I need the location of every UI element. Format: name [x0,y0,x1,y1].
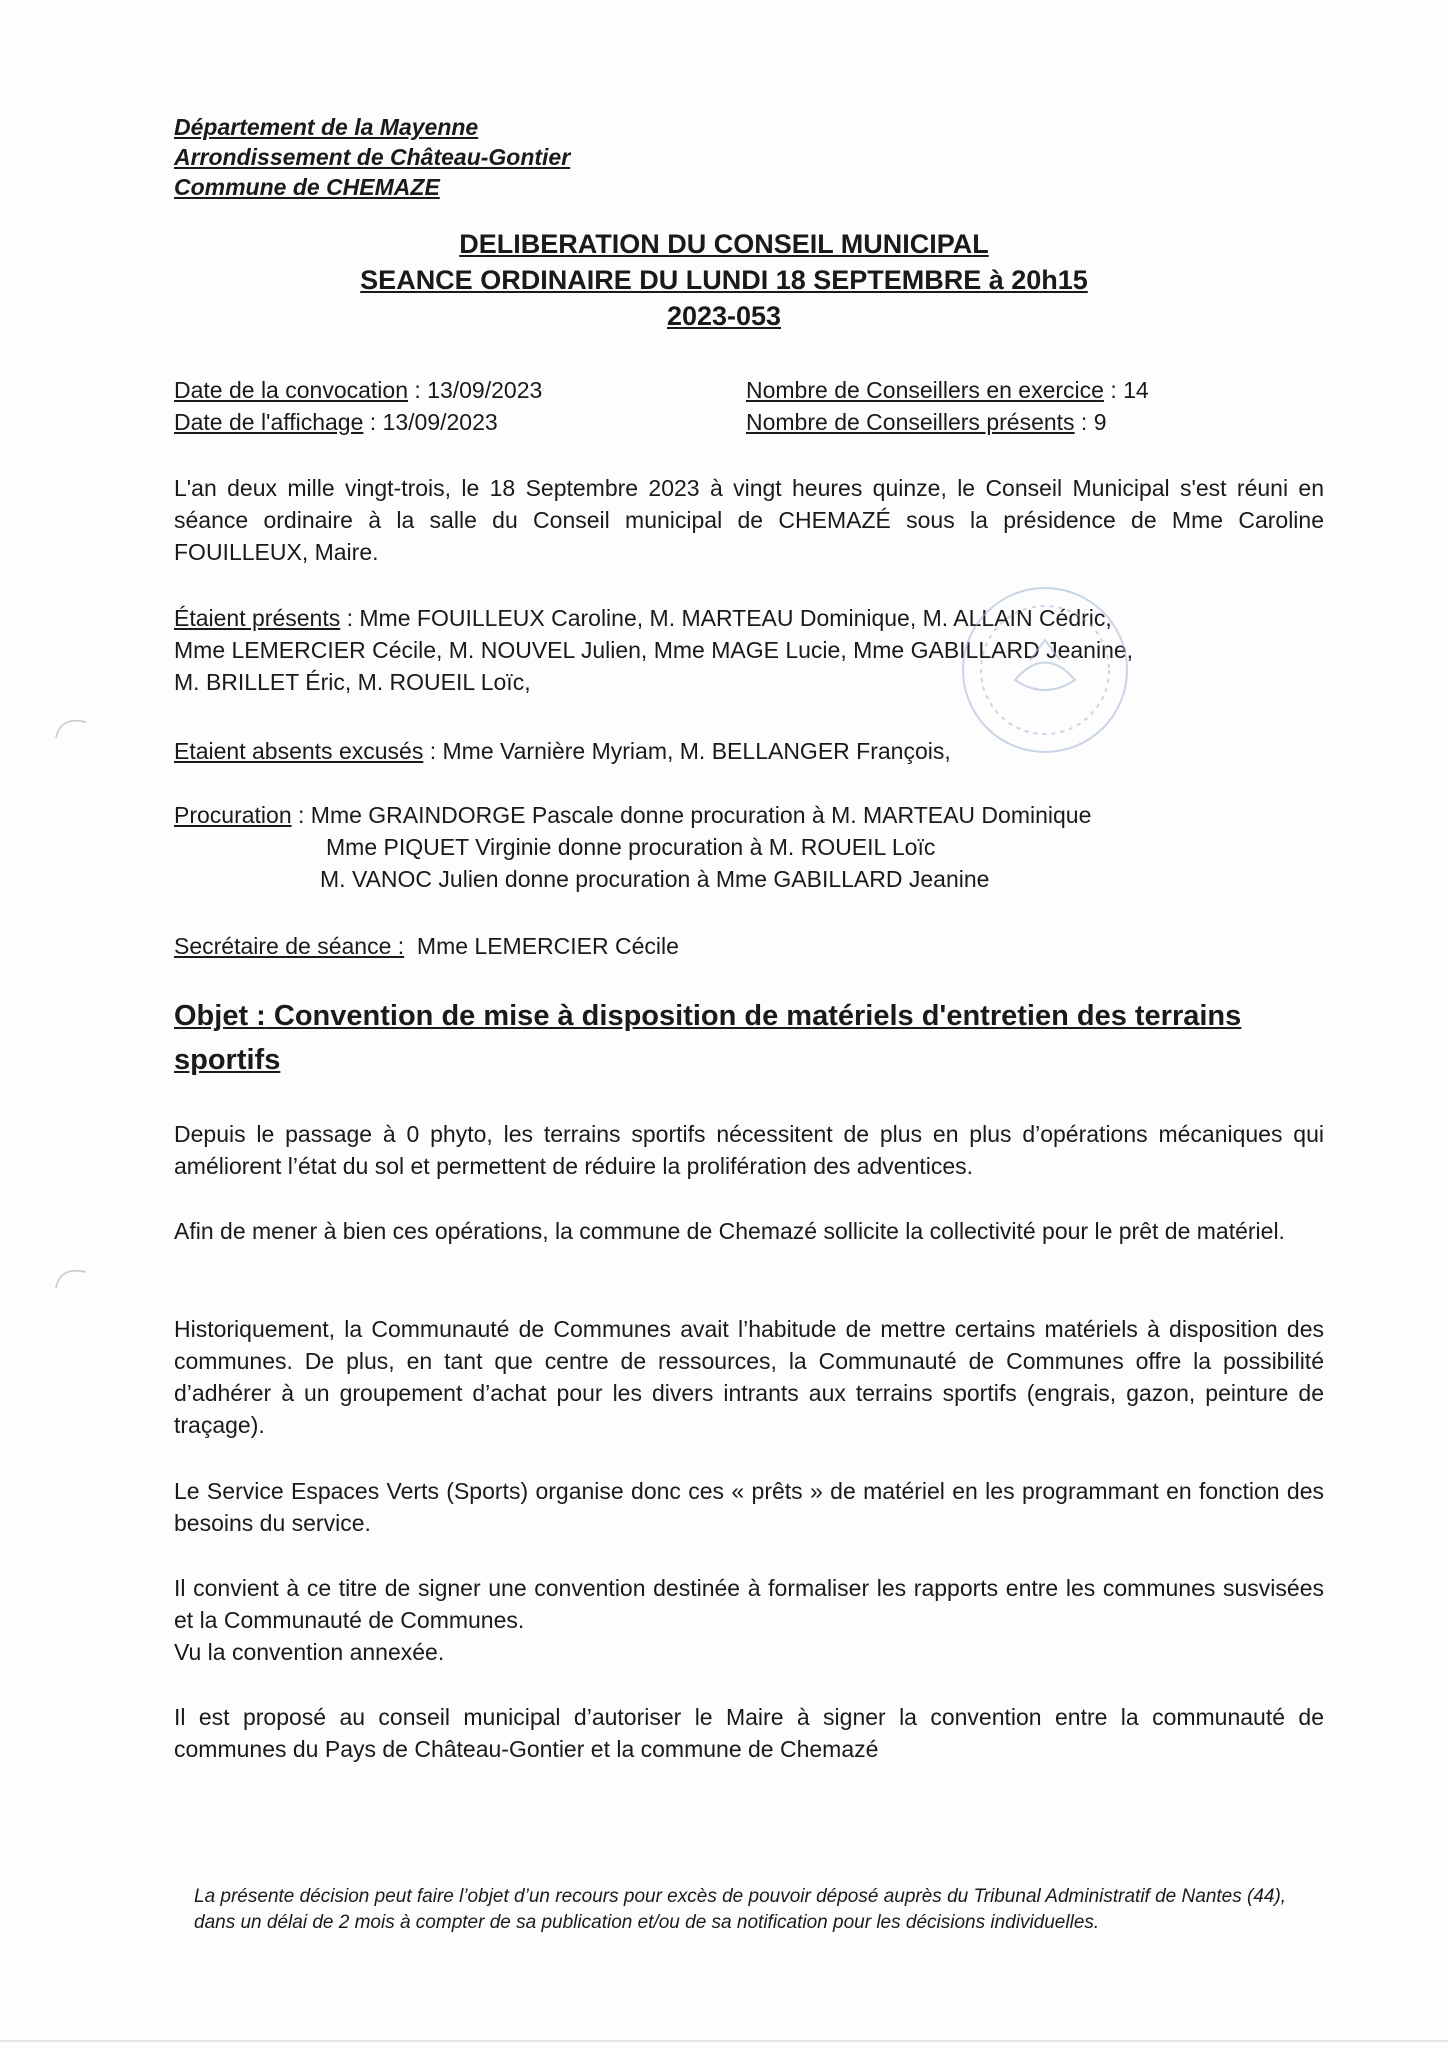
convocation-date [174,374,542,406]
procuration-line-2: Mme PIQUET Virginie donne procuration à M. ROUEIL Loïc [326,834,936,860]
title-line-1: DELIBERATION DU CONSEIL MUNICIPAL [459,229,989,259]
punch-hole-mark-icon [52,1262,92,1292]
affichage-label: Date de l'affichage [174,409,364,435]
letterhead [174,112,570,202]
presents-value: : 9 [1074,409,1107,435]
body-paragraph-1: Depuis le passage à 0 phyto, les terrains sportifs nécessitent de plus en plus d’opérations mécaniques qui améliorent l’état du sol et permettent de réduire la prolifération des adventices. [174,1121,1324,1179]
affichage-date [174,406,498,438]
convocation-value: : 13/09/2023 [408,377,543,403]
arrondissement-line: Arrondissement de Château-Gontier [174,144,571,170]
absents-label: Etaient absents excusés [174,738,424,764]
body-paragraph-5: Il convient à ce titre de signer une convention destinée à formaliser les rapports entre les communes susvisées et la Communauté de Communes. [174,1575,1324,1633]
body-paragraph-6: Vu la convention annexée. [174,1639,445,1665]
procuration-line-3: M. VANOC Julien donne procuration à Mme GABILLARD Jeanine [320,866,990,892]
exercice-label: Nombre de Conseillers en exercice [746,377,1104,403]
body-paragraph-2: Afin de mener à bien ces opérations, la commune de Chemazé sollicite la collectivité pour le prêt de matériel. [174,1218,1285,1244]
body-paragraph-4: Le Service Espaces Verts (Sports) organise donc ces « prêts » de matériel en les programmant en fonction des besoins du service. [174,1478,1324,1536]
body-paragraph-7: Il est proposé au conseil municipal d’autoriser le Maire à signer la convention entre la communauté de communes du Pays de Château-Gontier et la commune de Chemazé [174,1704,1324,1762]
presents-list-label: Étaient présents [174,605,341,631]
exercice-value: : 14 [1103,377,1149,403]
document-title [0,226,1448,334]
objet-label: Objet : [174,1000,266,1032]
scan-edge-line [0,2040,1448,2042]
objet-text: Convention de mise à disposition de matériels d'entretien des terrains sportifs [174,1000,1242,1076]
presents-line-2: Mme LEMERCIER Cécile, M. NOUVEL Julien, Mme MAGE Lucie, Mme GABILLARD Jeanine, [174,637,1134,663]
procuration-text-1: : Mme GRAINDORGE Pascale donne procuration à M. MARTEAU Dominique [291,802,1092,828]
punch-hole-mark-icon [52,712,92,742]
municipal-seal-icon [945,570,1145,770]
legal-notice-footer: La présente décision peut faire l’objet d’un recours pour excès de pouvoir déposé auprès du Tribunal Administratif de Nantes (44), dans un délai de 2 mois à compter de sa publication et/ou de sa notification pour les décisions individuelles. [194,1886,1287,1933]
convocation-label: Date de la convocation [174,377,408,403]
absents-text: : Mme Varnière Myriam, M. BELLANGER François, [423,738,951,764]
commune-line: Commune de CHEMAZE [174,174,440,200]
department-line: Département de la Mayenne [174,114,479,140]
procuration-line-1 [174,799,1091,831]
presents-label: Nombre de Conseillers présents [746,409,1075,435]
intro-paragraph: L'an deux mille vingt-trois, le 18 Septembre 2023 à vingt heures quinze, le Conseil Municipal s'est réuni en séance ordinaire à la salle du Conseil municipal de CHEMAZÉ sous la présidence de Mme Caroline FOUILLEUX, Maire. [174,475,1324,565]
presents-line-3: M. BRILLET Éric, M. ROUEIL Loïc, [174,669,531,695]
deliberation-number: 2023-053 [666,301,782,331]
presents-list-text-1: : Mme FOUILLEUX Caroline, M. MARTEAU Dominique, M. ALLAIN Cédric, [340,605,1112,631]
body-paragraph-3: Historiquement, la Communauté de Communes avait l’habitude de mettre certains matériels à disposition des communes. De plus, en tant que centre de ressources, la Communauté de Communes offre la possibilité d’adhérer à un groupement d’achat pour les divers intrants aux terrains sportifs (engrais, gazon, peinture de traçage). [174,1316,1324,1438]
secretaire-text: Mme LEMERCIER Cécile [404,933,679,959]
objet-heading [174,994,1324,1082]
councillors-in-office [746,374,1149,406]
secretaire-label: Secrétaire de séance : [174,933,405,959]
absents-line [174,735,951,767]
title-line-2: SEANCE ORDINAIRE DU LUNDI 18 SEPTEMBRE à 20h15 [360,265,1088,295]
councillors-present [746,406,1107,438]
secretaire-line [174,930,679,962]
procuration-label: Procuration [174,802,292,828]
affichage-value: : 13/09/2023 [363,409,498,435]
